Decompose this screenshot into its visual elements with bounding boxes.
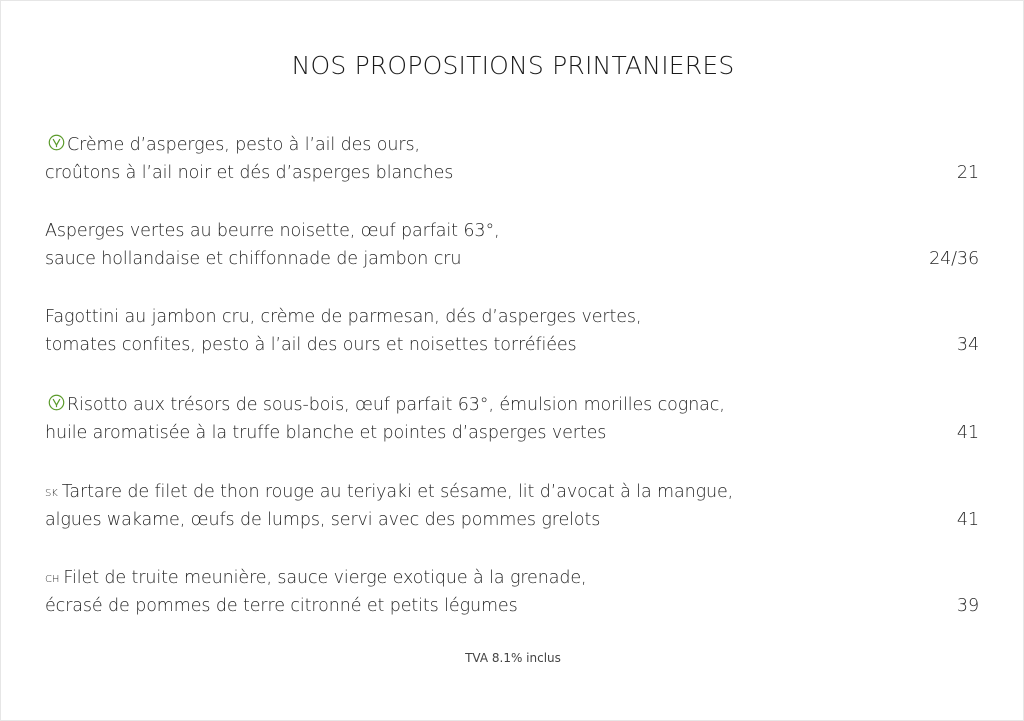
- menu-item: [45, 391, 981, 447]
- menu-item-price: 34: [956, 335, 979, 355]
- menu-item-line-1: [45, 391, 981, 419]
- menu-item-price: 39: [956, 596, 979, 616]
- menu-item-price: 24/36: [929, 249, 979, 269]
- menu-item-price: 41: [956, 510, 979, 530]
- menu-item-description-2: sauce hollandaise et chiffonnade de jambon cru: [45, 249, 462, 269]
- menu-item: [45, 564, 981, 620]
- menu-item-line-2: [45, 245, 981, 273]
- menu-item-line-1: [45, 303, 981, 331]
- menu-item-tag: SK: [45, 488, 58, 499]
- menu-item-description-2: algues wakame, œufs de lumps, servi avec des pommes grelots: [45, 510, 601, 530]
- menu-item-line-2: [45, 419, 981, 447]
- menu-item: [45, 303, 981, 359]
- menu-item-line-1: [45, 564, 981, 592]
- menu-item-description-1: Filet de truite meunière, sauce vierge exotique à la grenade,: [63, 568, 587, 588]
- menu-item-tag: CH: [45, 574, 60, 585]
- menu-item-line-2: [45, 592, 981, 620]
- menu-item-description-1: Fagottini au jambon cru, crème de parmesan, dés d’asperges vertes,: [45, 307, 642, 327]
- menu-item-description-2: croûtons à l’ail noir et dés d’asperges blanches: [45, 163, 454, 183]
- tax-note: TVA 8.1% inclus: [465, 651, 561, 665]
- menu-item-line-2: [45, 331, 981, 359]
- menu-item-line-1: [45, 478, 981, 506]
- menu-item: [45, 131, 981, 187]
- vegetarian-icon: [48, 394, 65, 411]
- menu-item-line-1: [45, 217, 981, 245]
- menu-item-description-1: Tartare de filet de thon rouge au teriyaki et sésame, lit d’avocat à la mangue,: [61, 482, 734, 502]
- menu-item-line-2: [45, 506, 981, 534]
- menu-item-description-1: Risotto aux trésors de sous-bois, œuf parfait 63°, émulsion morilles cognac,: [67, 395, 725, 415]
- menu-item-description-2: écrasé de pommes de terre citronné et petits légumes: [45, 596, 518, 616]
- menu-item-price: 41: [956, 423, 979, 443]
- menu-item-line-1: [45, 131, 981, 159]
- menu-item-description-2: huile aromatisée à la truffe blanche et pointes d’asperges vertes: [45, 423, 607, 443]
- menu-item-description-2: tomates confites, pesto à l’ail des ours et noisettes torréfiées: [45, 335, 577, 355]
- vegetarian-icon: [48, 134, 65, 151]
- menu-item: [45, 478, 981, 534]
- menu-item-description-1: Crème d’asperges, pesto à l’ail des ours,: [67, 135, 420, 155]
- menu-item-line-2: [45, 159, 981, 187]
- menu-title: NOS PROPOSITIONS PRINTANIERES: [291, 51, 735, 80]
- menu-item-description-1: Asperges vertes au beurre noisette, œuf parfait 63°,: [45, 221, 500, 241]
- menu-item-price: 21: [956, 163, 979, 183]
- menu-item: [45, 217, 981, 273]
